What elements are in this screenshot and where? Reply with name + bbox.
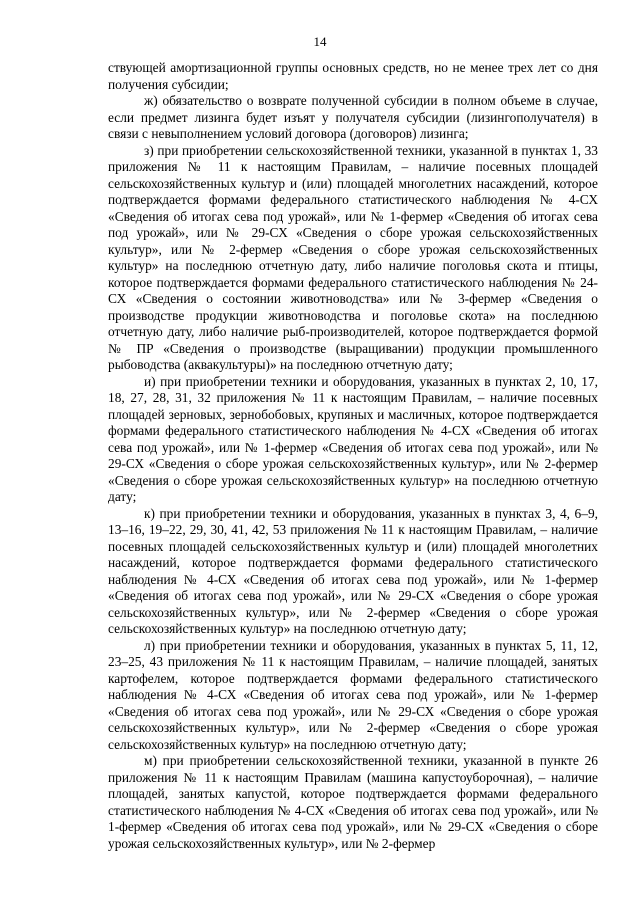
paragraph-zh: ж) обязательство о возврате полученной субсидии в полном объеме в случае, если предмет лизинга будет изъят у получателя субсидии (лизингополучателя) в связи с невыполнением условий договора (договоров) лизинга; <box>108 93 598 141</box>
paragraph-i: и) при приобретении техники и оборудования, указанных в пунктах 2, 10, 17, 18, 27, 28, 31, 32 приложения № 11 к настоящим Правилам, – наличие посевных площадей зерновых, зернобобовых, крупяных и масличных, которое подтверждается формами федерального статистического наблюдения № 4-СХ «Сведения об итогах сева под урожай», или № 1-фермер «Сведения об итогах сева под урожай», или № 29-СХ «Сведения о сборе урожая сельскохозяйственных культур», или № 2-фермер «Сведения о сборе урожая сельскохозяйственных культур» на последнюю отчетную дату; <box>108 373 598 504</box>
paragraph-z: з) при приобретении сельскохозяйственной техники, указанной в пунктах 1, 33 приложения № 11 к настоящим Правилам, – наличие посевных площадей сельскохозяйственных культур и (или) площадей многолетних насаждений, которое подтверждается формами федерального статистического наблюдения № 4-СХ «Сведения об итогах сева под урожай», или № 1-фермер «Сведения об итогах сева под урожай», или № 29-СХ «Сведения о сборе урожая сельскохозяйственных культур», или № 2-фермер «Сведения о сборе урожая сельскохозяйственных культур» на последнюю отчетную дату, либо наличие поголовья скота и птицы, которое подтверждается формами федерального статистического наблюдения № 24-СХ «Сведения о состоянии животноводства» или № 3-фермер «Сведения о производстве продукции животноводства и поголовье скота» на последнюю отчетную дату, либо наличие рыб-производителей, которое подтверждается формой № ПР «Сведения о производстве (выращивании) продукции промышленного рыбоводства (аквакультуры)» на последнюю отчетную дату; <box>108 142 598 372</box>
paragraph-l: л) при приобретении техники и оборудования, указанных в пунктах 5, 11, 12, 23–25, 43 приложения № 11 к настоящим Правилам, – наличие площадей, занятых картофелем, которое подтверждается формами федерального статистического наблюдения № 4-СХ «Сведения об итогах сева под урожай», или № 1-фермер «Сведения об итогах сева под урожай», или № 29-СХ «Сведения о сборе урожая сельскохозяйственных культур», или № 2-фермер «Сведения о сборе урожая сельскохозяйственных культур» на последнюю отчетную дату; <box>108 637 598 752</box>
paragraph-k: к) при приобретении техники и оборудования, указанных в пунктах 3, 4, 6–9, 13–16, 19–22, 29, 30, 41, 42, 53 приложения № 11 к настоящим Правилам, – наличие посевных площадей сельскохозяйственных культур и (или) площадей многолетних насаждений, которое подтверждается формами федерального статистического наблюдения № 4-СХ «Сведения об итогах сева под урожай», или № 1-фермер «Сведения об итогах сева под урожай», или № 29-СХ «Сведения о сборе урожая сельскохозяйственных культур», или № 2-фермер «Сведения о сборе урожая сельскохозяйственных культур» на последнюю отчетную дату; <box>108 505 598 636</box>
paragraph-continuation: ствующей амортизационной группы основных средств, но не менее трех лет со дня получения субсидии; <box>108 60 598 92</box>
page-number: 14 <box>313 34 327 49</box>
paragraph-m: м) при приобретении сельскохозяйственной техники, указанной в пункте 26 приложения № 11 к настоящим Правилам (машина капустоуборочная), – наличие площадей, занятых капустой, которое подтверждается формами федерального статистического наблюдения № 4-СХ «Сведения об итогах сева под урожай», или № 1-фермер «Сведения об итогах сева под урожай», или № 29-СХ «Сведения о сборе урожая сельскохозяйственных культур», или № 2-фермер <box>108 753 598 851</box>
document-body <box>108 60 598 852</box>
